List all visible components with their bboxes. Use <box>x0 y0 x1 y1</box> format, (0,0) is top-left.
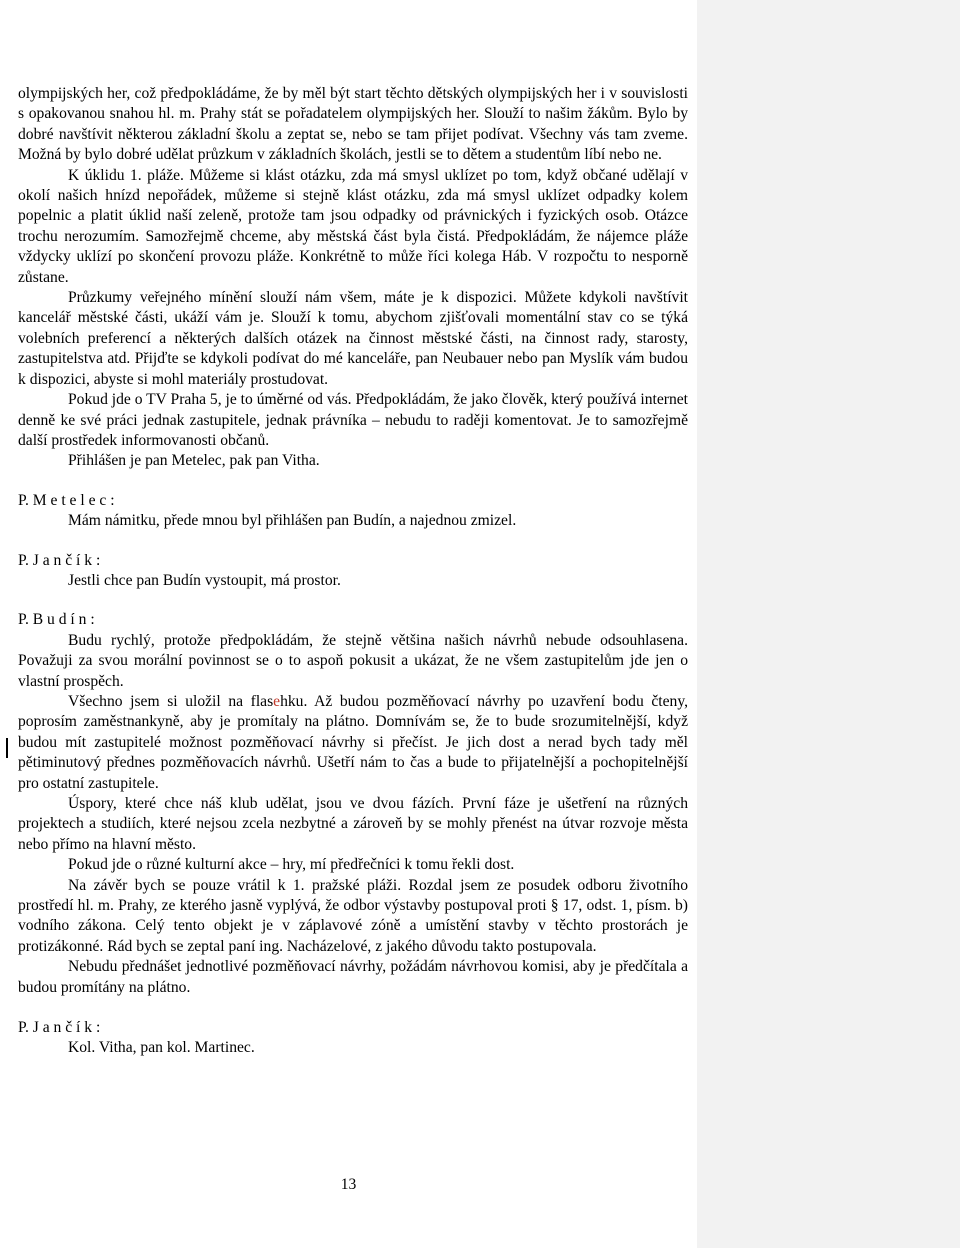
speech-text: Kol. Vitha, pan kol. Martinec. <box>68 1039 255 1057</box>
text-run: hku. Až budou pozměňovací návrhy po uzavření bodu čteny, poprosím zaměstnankyně, aby je promítaly na plátno. Domnívám se, že to bude srozumitelnější, když budou mít zastupitelé možnost pozměňovací návrhy si přečíst. Je jich dost a nerad bych tady měl pětiminutový přednes pozměňovacích návrhů. Ušetří nám to čas a bude to přijatelnější a pochopitelnější pro ostatní zastupitele. <box>18 692 688 792</box>
paragraph: olympijských her, což předpokládáme, že by měl být start těchto dětských olympijských her i v souvislosti s opakovanou snahou hl. m. Prahy stát se pořadatelem olympijských her. Slouží to našim žákům. Bylo by dobré navštívit některou základní školu a zeptat se, nebo se tam přijet podívat. Všechny vás tam zveme. Možná by bylo dobré udělat průzkum v základních školách, jestli se to dětem a studentům líbí nebo ne. <box>18 85 688 164</box>
paragraph: Úspory, které chce náš klub udělat, jsou ve dvou fázích. První fáze je ušetření na různých projektech a studiích, které nejsou zcela nezbytné a zároveň by se mohly přenést na útvar rozvoje města nebo přímo na hlavní město. <box>18 795 688 853</box>
paragraph: Budu rychlý, protože předpokládám, že stejně většina našich návrhů nebude odsouhlasena. Považuji za svou morální povinnost se o to aspoň pokusit a ukázat, že ne všem zastupitelům jde jen o vlastní prospěch. <box>18 631 688 690</box>
speaker-label: P. B u d í n : <box>18 611 95 629</box>
paragraph: Pokud jde o různé kulturní akce – hry, mí předřečníci k tomu řekli dost. <box>68 856 515 874</box>
speaker-label: P. J a n č í k : <box>18 1019 101 1037</box>
text-run: Všechno jsem si uložil na flas <box>68 692 274 710</box>
speech-text: Mám námitku, přede mnou byl přihlášen pan Budín, a najednou zmizel. <box>68 512 517 530</box>
page-body <box>18 84 688 1059</box>
paragraph: Průzkumy veřejného mínění slouží nám všem, máte je k dispozici. Můžete kdykoli navštívit kancelář městské části, ukáží vám je. Slouží k tomu, abychom zjišťovali momentální stav co se týká volebních preferencí a některých dalších otázek na činnost městské části, na činnost rady, starosty, zastupitelstva atd. Přijďte se kdykoli podívat do mé kanceláře, pan Neubauer nebo pan Myslík vám budou k dispozici, abyste si mohl materiály prostudovat. <box>18 289 688 388</box>
paragraph: Pokud jde o TV Praha 5, je to úměrné od vás. Předpokládám, že jako člověk, který používá internet denně ke své práci jednak zastupitele, jednak právníka – nebudu to raději komentovat. Je to samozřejmě další prostředek informovanosti občanů. <box>18 391 688 449</box>
comment-margin <box>697 0 960 1248</box>
speaker-label: P. J a n č í k : <box>18 551 101 569</box>
speaker-label: P. M e t e l e c : <box>18 491 115 509</box>
paragraph <box>18 692 688 794</box>
tracked-change: e <box>273 692 281 710</box>
paragraph: Přihlášen je pan Metelec, pak pan Vitha. <box>68 452 320 470</box>
speech-text: Jestli chce pan Budín vystoupit, má prostor. <box>68 571 341 589</box>
page-number: 13 <box>340 1176 357 1193</box>
paragraph: Nebudu přednášet jednotlivé pozměňovací návrhy, požádám návrhovou komisi, aby je předčítala a budou promítány na plátno. <box>18 958 688 996</box>
paragraph: Na závěr bych se pouze vrátil k 1. pražské pláži. Rozdal jsem ze posudek odboru životního prostředí hl. m. Prahy, ze kterého jasně vyplývá, že odbor výstavby postupoval proti § 17, odst. 1, písm. b) vodního zákona. Celý tento objekt je v záplavové zóně a umístění stavby v těchto prostorách je protizákonné. Rád bych se zeptal paní ing. Nacházelové, z jakého důvodu takto postupovala. <box>18 876 688 955</box>
change-bar <box>6 738 8 758</box>
paragraph: K úklidu 1. pláže. Můžeme si klást otázku, zda má smysl uklízet po tom, když občané udělají v okolí našich hnízd nepořádek, můžeme si stejně klást otázku, zda má smysl uklízet odpadky kolem popelnic a platit úklid naší zeleně, protože tam jsou odpadky od právnických i fyzických osob. Otázce trochu nerozumím. Samozřejmě chceme, aby městská část byla čistá. Předpokládám, že nájemce pláže vždycky uklízí po skončení provozu pláže. Konkrétně to může říci kolega Háb. V rozpočtu to nesporně zůstane. <box>18 166 688 286</box>
